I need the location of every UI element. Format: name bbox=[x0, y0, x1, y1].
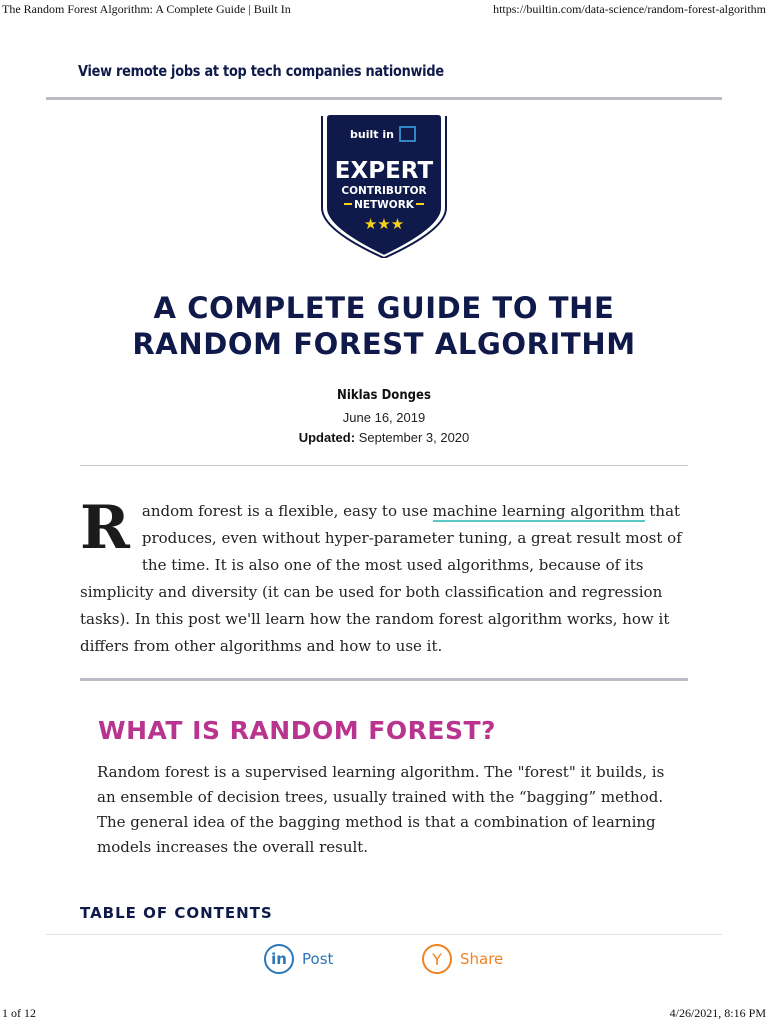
ycombinator-icon: Y bbox=[422, 944, 452, 974]
promo-divider bbox=[46, 97, 722, 100]
section-body: Random forest is a supervised learning algorithm. The "forest" it builds, is an ensemble of decision trees, usually trained with the “bagging” method. The general idea of the bagging method is that a combination of learning models increases the overall result. bbox=[97, 763, 665, 856]
machine-learning-link[interactable]: machine learning algorithm bbox=[432, 502, 645, 520]
author-name[interactable]: Niklas Donges bbox=[337, 388, 431, 403]
print-page-title: The Random Forest Algorithm: A Complete Guide | Built In bbox=[2, 2, 291, 16]
section-divider bbox=[80, 678, 688, 681]
badge-brand: built in bbox=[350, 128, 394, 141]
print-header bbox=[0, 0, 768, 22]
updated-date bbox=[0, 430, 768, 445]
print-timestamp: 4/26/2021, 8:16 PM bbox=[669, 1006, 766, 1020]
table-of-contents-toggle[interactable]: TABLE OF CONTENTS bbox=[80, 904, 273, 922]
updated-value: September 3, 2020 bbox=[358, 430, 470, 445]
publish-date: June 16, 2019 bbox=[342, 410, 426, 425]
ycombinator-share-label: Share bbox=[460, 950, 504, 968]
intro-text-after-link: that produces, even without hyper-parameter tuning, a great result most of the time. It is also one of the most used algorithms, because of its simplicity and diversity (it can be used for both classification and regression tasks). In this post we'll learn how the random forest algorithm works, how it differs from other algorithms and how to use it. bbox=[80, 502, 682, 655]
intro-text-before-link: andom forest is a flexible, easy to use bbox=[141, 502, 433, 520]
section-heading: WHAT IS RANDOM FOREST? bbox=[98, 716, 496, 745]
expert-contributor-badge bbox=[320, 112, 448, 258]
print-url: https://builtin.com/data-science/random-forest-algorithm bbox=[493, 2, 766, 16]
article-title-line1: A COMPLETE GUIDE TO THE bbox=[153, 291, 615, 325]
dropcap: R bbox=[80, 493, 130, 563]
meta-divider bbox=[80, 465, 688, 466]
print-page-number: 1 of 12 bbox=[2, 1006, 36, 1020]
linkedin-post-button[interactable] bbox=[264, 942, 333, 976]
share-divider bbox=[46, 934, 722, 935]
linkedin-post-label: Post bbox=[302, 950, 334, 968]
article-title-line2: RANDOM FOREST ALGORITHM bbox=[132, 327, 636, 361]
article-title bbox=[60, 290, 708, 362]
linkedin-icon: in bbox=[264, 944, 294, 974]
ycombinator-share-button[interactable] bbox=[422, 942, 503, 976]
badge-stars-icon: ★★★ bbox=[363, 215, 405, 233]
updated-label: Updated: bbox=[298, 430, 356, 445]
badge-line3: NETWORK bbox=[354, 199, 414, 211]
remote-jobs-link[interactable]: View remote jobs at top tech companies nationwide bbox=[78, 62, 444, 80]
print-footer bbox=[0, 1002, 768, 1024]
intro-paragraph bbox=[80, 493, 690, 660]
badge-line1: EXPERT bbox=[334, 158, 434, 184]
badge-line2: CONTRIBUTOR bbox=[341, 185, 427, 197]
